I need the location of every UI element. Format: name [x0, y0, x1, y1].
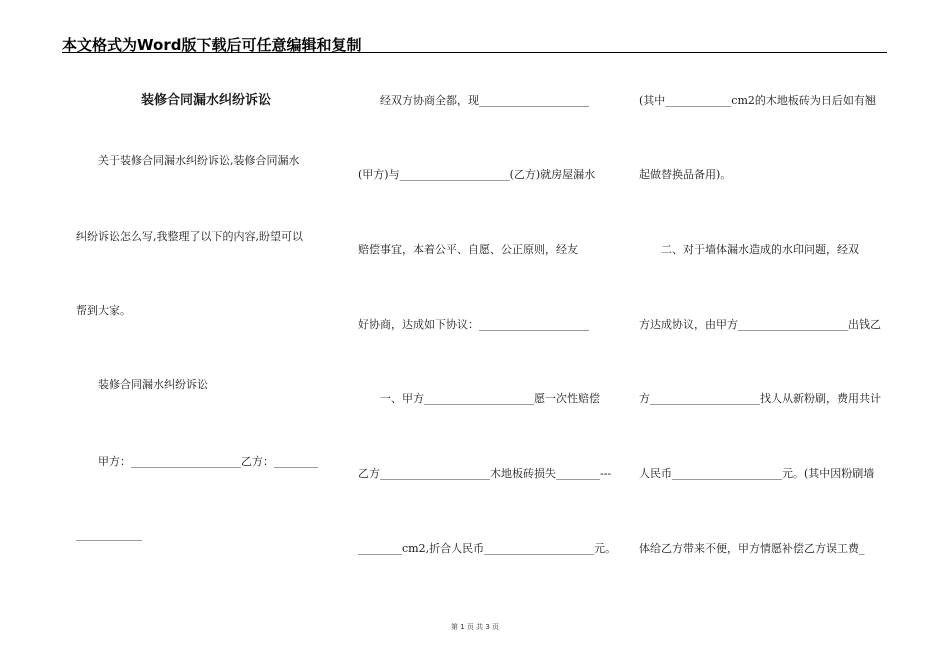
text-line: 好协商，达成如下协议：____________________	[358, 318, 589, 331]
text-line: 起做替换品备用)。	[639, 168, 732, 181]
page-number: 第 1 页 共 3 页	[450, 623, 500, 631]
text-line: ________cm2,折合人民币____________________元。	[358, 542, 617, 555]
text-column-2	[358, 0, 617, 620]
text-line: 关于装修合同漏水纠纷诉讼,装修合同漏水	[76, 154, 300, 167]
text-line: ____________	[76, 528, 142, 541]
text-line: 乙方____________________木地板砖损失________---	[358, 467, 612, 480]
text-line: 一、甲方____________________愿一次性赔偿	[358, 392, 600, 405]
document-title: 装修合同漏水纠纷诉讼	[76, 93, 272, 108]
text-line: (其中____________cm2的木地板砖为日后如有翘	[639, 94, 876, 107]
text-line: 装修合同漏水纠纷诉讼	[76, 378, 208, 391]
document-banner: 本文格式为Word版下载后可任意编辑和复制	[62, 36, 362, 54]
text-line: 帮到大家。	[76, 304, 131, 317]
text-line: (甲方)与____________________(乙方)就房屋漏水	[358, 168, 596, 181]
text-line: 经双方协商全都，现____________________	[358, 94, 589, 107]
text-line: 二、对于墙体漏水造成的水印问题，经双	[639, 243, 859, 256]
text-line: 甲方：____________________乙方：________	[76, 455, 318, 468]
text-line: 方达成协议，由甲方____________________出钱乙	[639, 318, 881, 331]
text-line: 纠纷诉讼怎么写,我整理了以下的内容,盼望可以	[76, 230, 303, 243]
text-column-1	[76, 0, 328, 620]
text-line: 方____________________找人从新粉刷，费用共计	[639, 392, 881, 405]
text-column-3	[639, 0, 891, 620]
text-line: 人民币____________________元。(其中因粉刷墙	[639, 467, 875, 480]
text-line: 赔偿事宜，本着公平、自愿、公正原则，经友	[358, 243, 578, 256]
text-line: 体给乙方带来不便，甲方情愿补偿乙方误工费_	[639, 542, 865, 555]
